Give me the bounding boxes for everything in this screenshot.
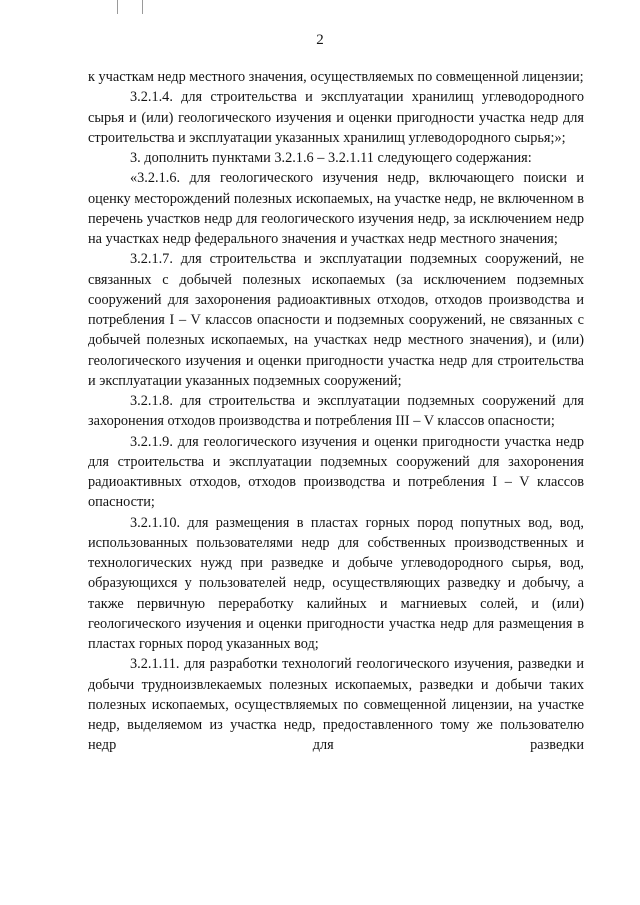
paragraph-3-2-1-10: 3.2.1.10. для размещения в пластах горных пород попутных вод, вод, использованных пользователями недр для собственных производственных и технологических нужд при разведке и добыче углеводородного сырья, вод, образующихся у пользователей недр, осуществляющих разведку и добычу, а также первичную переработку калийных и магниевых солей, и (или) геологического изучения и оценки пригодности участка недр для размещения в пластах горных пород указанных вод; [88,514,584,652]
page-number: 2 [316,32,324,48]
paragraph-3-2-1-7: 3.2.1.7. для строительства и эксплуатации подземных сооружений, не связанных с добычей полезных ископаемых (за исключением подземных сооружений для захоронения радиоактивных отходов, отходов производства и потребления I – V классов опасности и подземных сооружений, не связанных с добычей полезных ископаемых, на участках недр местного значения), и (или) геологического изучения и оценки пригодности участка недр для строительства и эксплуатации указанных подземных сооружений; [88,251,584,389]
paragraph-3-2-1-8: 3.2.1.8. для строительства и эксплуатации подземных сооружений для захоронения отходов производства и потребления III – V классов опасности; [88,393,584,430]
paragraph-3-2-1-11: 3.2.1.11. для разработки технологий геологического изучения, разведки и добычи трудноизвлекаемых полезных ископаемых, разведки и добычи таких полезных ископаемых, осуществляемых по совмещенной лицензии, на участке недр, выделяемом из участка недр, предоставленного тому же пользователю недр для разведки [88,656,584,754]
paragraph-3-2-1-4: 3.2.1.4. для строительства и эксплуатации хранилищ углеводородного сырья и (или) геологического изучения и оценки пригодности участка недр для строительства и эксплуатации указанных хранилищ углеводородного сырья;»; [88,89,584,146]
paragraph-3-2-1-6: «3.2.1.6. для геологического изучения недр, включающего поиски и оценку месторождений полезных ископаемых, на участке недр, не включенном в перечень участков недр для геологического изучения недр, за исключением недр на участках недр федерального значения и участках недр местного значения; [88,170,584,247]
scan-edge-mark [117,0,118,14]
paragraph-amendment-3: 3. дополнить пунктами 3.2.1.6 – 3.2.1.11 следующего содержания: [130,150,532,166]
document-body [88,67,584,756]
paragraph-3-2-1-9: 3.2.1.9. для геологического изучения и оценки пригодности участка недр для строительства и эксплуатации подземных сооружений для захоронения радиоактивных отходов, отходов производства и потребления I – V классов опасности; [88,433,584,511]
paragraph-continuation: к участкам недр местного значения, осуществляемых по совмещенной лицензии; [88,69,584,85]
scan-edge-mark [142,0,143,14]
